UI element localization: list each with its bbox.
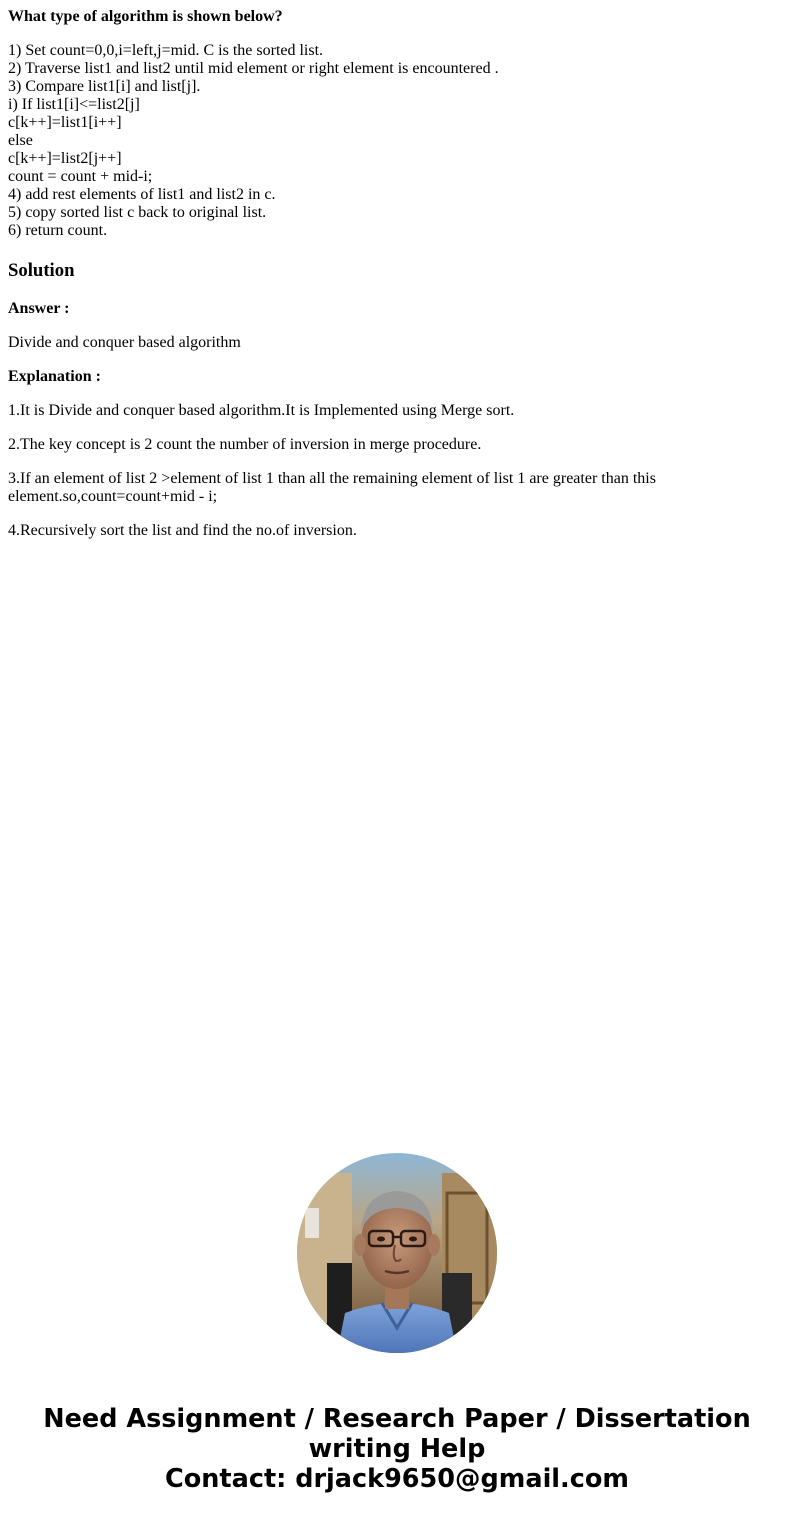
explanation-point: 4.Recursively sort the list and find the no.of inversion. (8, 522, 357, 539)
step-line: 6) return count. (8, 222, 108, 239)
promo-contact: Contact: drjack9650@gmail.com (165, 1464, 629, 1494)
explanation-point: 2.The key concept is 2 count the number of inversion in merge procedure. (8, 436, 482, 453)
explanation-label: Explanation : (8, 368, 101, 385)
promo-line: writing Help (308, 1434, 486, 1464)
author-avatar (297, 1153, 497, 1353)
step-line: c[k++]=list2[j++] (8, 150, 122, 167)
answer-label: Answer : (8, 300, 70, 317)
step-line: 1) Set count=0,0,i=left,j=mid. C is the sorted list. (8, 42, 324, 59)
promo-line: Need Assignment / Research Paper / Dissertation (43, 1404, 751, 1434)
step-line: 2) Traverse list1 and list2 until mid element or right element is encountered . (8, 60, 499, 77)
step-line: count = count + mid-i; (8, 168, 153, 185)
solution-heading: Solution (8, 260, 75, 281)
explanation-point: 1.It is Divide and conquer based algorithm.It is Implemented using Merge sort. (8, 402, 515, 419)
question-title: What type of algorithm is shown below? (8, 8, 283, 25)
step-line: else (8, 132, 33, 149)
step-line: 5) copy sorted list c back to original list. (8, 204, 267, 221)
answer-text: Divide and conquer based algorithm (8, 334, 241, 351)
document-body (8, 8, 786, 540)
promo-banner (0, 1404, 794, 1494)
step-line: 3) Compare list1[i] and list[j]. (8, 78, 201, 95)
author-portrait-icon (297, 1153, 497, 1353)
explanation-point: 3.If an element of list 2 >element of list 1 than all the remaining element of list 1 are greater than this element.so,count=count+mid - i; (8, 470, 656, 505)
algorithm-steps (8, 42, 786, 240)
step-line: 4) add rest elements of list1 and list2 in c. (8, 186, 276, 203)
step-line: c[k++]=list1[i++] (8, 114, 122, 131)
step-line: i) If list1[i]<=list2[j] (8, 96, 140, 113)
